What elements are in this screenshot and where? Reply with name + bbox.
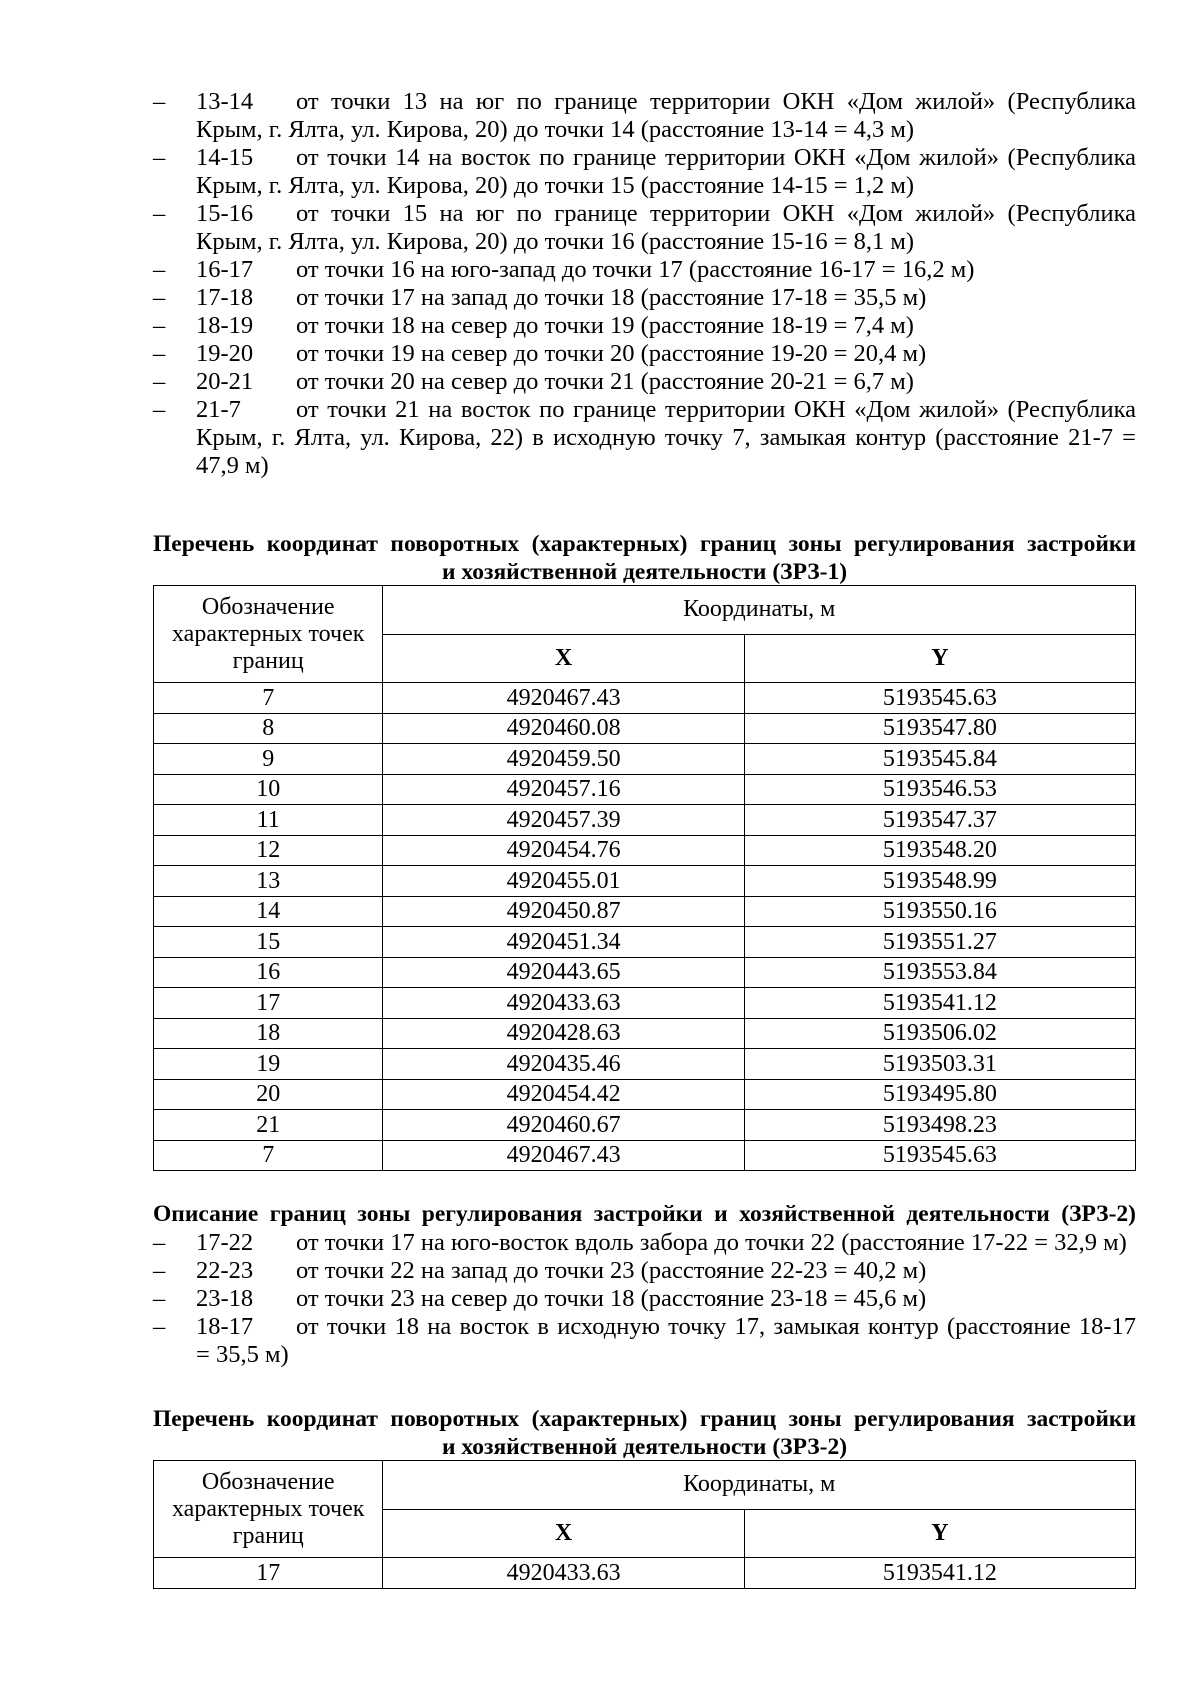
- segment-text-cont: 47,9 м): [196, 452, 269, 479]
- table-row: [154, 1018, 1136, 1049]
- cell-x: 4920454.42: [383, 1079, 744, 1110]
- segment-text: от точки 18 на восток в исходную точку 17, замыкая контур (расстояние 18-17: [296, 1313, 1136, 1340]
- segment-code: 23-18: [196, 1285, 254, 1312]
- segment-code: 16-17: [196, 256, 254, 283]
- table-row: [154, 896, 1136, 927]
- segment-text: от точки 14 на восток по границе территории ОКН «Дом жилой» (Республика: [296, 144, 1136, 171]
- segment-text: от точки 17 на запад до точки 18 (расстояние 17-18 = 35,5 м): [296, 284, 927, 311]
- segment-code: 18-17: [196, 1313, 254, 1340]
- segment-code: 21-7: [196, 396, 241, 423]
- list-item: [0, 256, 1200, 284]
- cell-y: 5193546.53: [744, 774, 1135, 805]
- cell-point: 10: [154, 774, 383, 805]
- table-row: [154, 805, 1136, 836]
- table-row: [154, 957, 1136, 988]
- cell-point: 7: [154, 1140, 383, 1171]
- segment-text: от точки 20 на север до точки 21 (расстояние 20-21 = 6,7 м): [296, 368, 914, 395]
- cell-y: 5193541.12: [744, 988, 1135, 1019]
- cell-y: 5193503.31: [744, 1049, 1135, 1080]
- header-y: Y: [744, 1509, 1135, 1558]
- segment-code: 15-16: [196, 200, 254, 227]
- list-item: [0, 1257, 1200, 1285]
- header-x: X: [383, 634, 744, 683]
- segment-code: 19-20: [196, 340, 254, 367]
- list-item: [0, 284, 1200, 312]
- cell-x: 4920460.67: [383, 1110, 744, 1141]
- list-dash: –: [153, 1257, 166, 1284]
- cell-x: 4920457.16: [383, 774, 744, 805]
- cell-point: 11: [154, 805, 383, 836]
- cell-point: 20: [154, 1079, 383, 1110]
- cell-y: 5193553.84: [744, 957, 1135, 988]
- segment-text: от точки 22 на запад до точки 23 (расстояние 22-23 = 40,2 м): [296, 1257, 927, 1284]
- cell-x: 4920435.46: [383, 1049, 744, 1080]
- table1-title-line1: Перечень координат поворотных (характерных) границ зоны регулирования застройки: [153, 531, 1136, 557]
- segment-code: 14-15: [196, 144, 254, 171]
- segment-text: от точки 18 на север до точки 19 (расстояние 18-19 = 7,4 м): [296, 312, 914, 339]
- list-dash: –: [153, 88, 166, 115]
- list-dash: –: [153, 1313, 166, 1340]
- segment-code: 22-23: [196, 1257, 254, 1284]
- cell-x: 4920467.43: [383, 683, 744, 714]
- cell-point: 8: [154, 713, 383, 744]
- segment-text-cont: Крым, г. Ялта, ул. Кирова, 22) в исходную точку 7, замыкая контур (расстояние 21-7 =: [196, 424, 1136, 451]
- list-dash: –: [153, 200, 166, 227]
- table-row: [154, 744, 1136, 775]
- cell-x: 4920460.08: [383, 713, 744, 744]
- segment-text: от точки 15 на юг по границе территории ОКН «Дом жилой» (Республика: [296, 200, 1136, 227]
- cell-point: 16: [154, 957, 383, 988]
- list-dash: –: [153, 1229, 166, 1256]
- cell-x: 4920443.65: [383, 957, 744, 988]
- list-item: [0, 340, 1200, 368]
- header-coords: Координаты, м: [383, 1461, 1136, 1510]
- list-dash: –: [153, 368, 166, 395]
- table-row: [154, 683, 1136, 714]
- segment-text-cont: Крым, г. Ялта, ул. Кирова, 20) до точки 14 (расстояние 13-14 = 4,3 м): [196, 116, 915, 143]
- segment-text: от точки 23 на север до точки 18 (расстояние 23-18 = 45,6 м): [296, 1285, 927, 1312]
- cell-y: 5193551.27: [744, 927, 1135, 958]
- list-dash: –: [153, 144, 166, 171]
- segment-text: от точки 17 на юго-восток вдоль забора до точки 22 (расстояние 17-22 = 32,9 м): [296, 1229, 1127, 1256]
- cell-y: 5193545.84: [744, 744, 1135, 775]
- table2-title-line1: Перечень координат поворотных (характерных) границ зоны регулирования застройки: [153, 1406, 1136, 1432]
- segment-code: 13-14: [196, 88, 254, 115]
- table1-title: [153, 530, 1136, 586]
- cell-point: 7: [154, 683, 383, 714]
- cell-y: 5193506.02: [744, 1018, 1135, 1049]
- cell-y: 5193548.20: [744, 835, 1135, 866]
- list-item: [0, 1313, 1200, 1369]
- list-dash: –: [153, 340, 166, 367]
- list-item: [0, 200, 1200, 256]
- segment-text: от точки 19 на север до точки 20 (расстояние 19-20 = 20,4 м): [296, 340, 927, 367]
- cell-point: 18: [154, 1018, 383, 1049]
- cell-point: 15: [154, 927, 383, 958]
- zrz2-heading: [153, 1200, 1136, 1228]
- cell-y: 5193547.80: [744, 713, 1135, 744]
- header-points: Обозначение характерных точек границ: [154, 586, 383, 683]
- cell-y: 5193548.99: [744, 866, 1135, 897]
- cell-y: 5193545.63: [744, 683, 1135, 714]
- cell-x: 4920457.39: [383, 805, 744, 836]
- cell-x: 4920450.87: [383, 896, 744, 927]
- cell-y: 5193541.12: [744, 1558, 1135, 1589]
- segment-code: 17-22: [196, 1229, 254, 1256]
- table-row: [154, 713, 1136, 744]
- cell-point: 21: [154, 1110, 383, 1141]
- coordinates-table-zrz1: [153, 585, 1136, 1171]
- header-points: Обозначение характерных точек границ: [154, 1461, 383, 1558]
- table-row: [154, 1140, 1136, 1171]
- table2-title: [153, 1405, 1136, 1461]
- table-row: [154, 927, 1136, 958]
- cell-x: 4920428.63: [383, 1018, 744, 1049]
- cell-x: 4920433.63: [383, 988, 744, 1019]
- list-dash: –: [153, 396, 166, 423]
- segment-text: от точки 13 на юг по границе территории ОКН «Дом жилой» (Республика: [296, 88, 1136, 115]
- cell-y: 5193547.37: [744, 805, 1135, 836]
- table-row: [154, 1079, 1136, 1110]
- cell-point: 13: [154, 866, 383, 897]
- table-row: [154, 1049, 1136, 1080]
- coordinates-table-zrz2: [153, 1460, 1136, 1589]
- zrz1-segment-list: [0, 88, 1200, 480]
- cell-x: 4920433.63: [383, 1558, 744, 1589]
- list-dash: –: [153, 312, 166, 339]
- segment-code: 20-21: [196, 368, 254, 395]
- header-coords: Координаты, м: [383, 586, 1136, 635]
- segment-text-cont: Крым, г. Ялта, ул. Кирова, 20) до точки 15 (расстояние 14-15 = 1,2 м): [196, 172, 915, 199]
- cell-x: 4920467.43: [383, 1140, 744, 1171]
- list-item: [0, 144, 1200, 200]
- list-item: [0, 312, 1200, 340]
- cell-point: 17: [154, 988, 383, 1019]
- cell-point: 19: [154, 1049, 383, 1080]
- segment-text-cont: Крым, г. Ялта, ул. Кирова, 20) до точки 16 (расстояние 15-16 = 8,1 м): [196, 228, 915, 255]
- list-dash: –: [153, 256, 166, 283]
- cell-point: 9: [154, 744, 383, 775]
- header-x: X: [383, 1509, 744, 1558]
- cell-y: 5193498.23: [744, 1110, 1135, 1141]
- cell-y: 5193495.80: [744, 1079, 1135, 1110]
- segment-code: 17-18: [196, 284, 254, 311]
- table-row: [154, 1110, 1136, 1141]
- segment-code: 18-19: [196, 312, 254, 339]
- list-dash: –: [153, 1285, 166, 1312]
- list-item: [0, 1285, 1200, 1313]
- table1-title-line2: и хозяйственной деятельности (ЗРЗ-1): [441, 559, 848, 585]
- segment-text-cont: = 35,5 м): [196, 1341, 289, 1368]
- list-item: [0, 88, 1200, 144]
- segment-text: от точки 21 на восток по границе территории ОКН «Дом жилой» (Республика: [296, 396, 1136, 423]
- cell-point: 17: [154, 1558, 383, 1589]
- segment-text: от точки 16 на юго-запад до точки 17 (расстояние 16-17 = 16,2 м): [296, 256, 975, 283]
- zrz2-heading-text: Описание границ зоны регулирования застройки и хозяйственной деятельности (ЗРЗ-2): [153, 1201, 1136, 1227]
- table-row: [154, 774, 1136, 805]
- table-row: [154, 988, 1136, 1019]
- cell-y: 5193545.63: [744, 1140, 1135, 1171]
- zrz2-segment-list: [0, 1229, 1200, 1369]
- table-row: [154, 835, 1136, 866]
- list-dash: –: [153, 284, 166, 311]
- cell-x: 4920454.76: [383, 835, 744, 866]
- cell-x: 4920451.34: [383, 927, 744, 958]
- header-y: Y: [744, 634, 1135, 683]
- cell-y: 5193550.16: [744, 896, 1135, 927]
- list-item: [0, 1229, 1200, 1257]
- cell-x: 4920459.50: [383, 744, 744, 775]
- table-row: [154, 866, 1136, 897]
- cell-x: 4920455.01: [383, 866, 744, 897]
- table2-title-line2: и хозяйственной деятельности (ЗРЗ-2): [441, 1434, 848, 1460]
- cell-point: 12: [154, 835, 383, 866]
- cell-point: 14: [154, 896, 383, 927]
- list-item: [0, 368, 1200, 396]
- list-item: [0, 396, 1200, 480]
- table-row: [154, 1558, 1136, 1589]
